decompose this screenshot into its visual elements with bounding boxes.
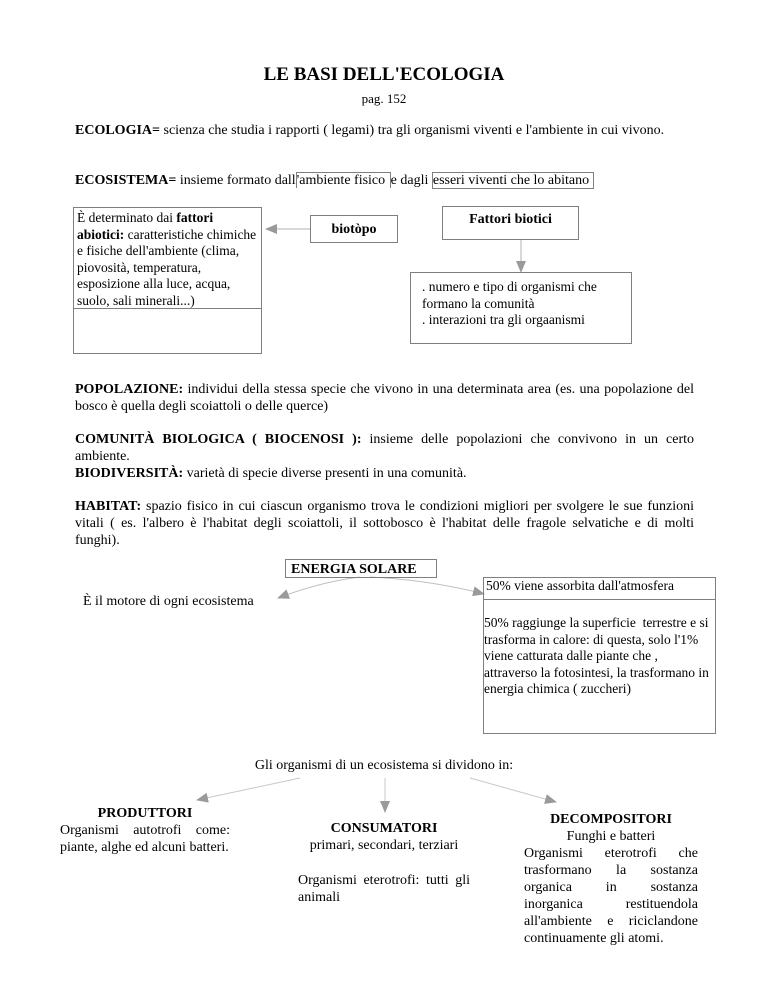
biotic-line-2: formano la comunità xyxy=(422,295,535,311)
energia-superficie-text: 50% raggiunge la superficie terrestre e si trasforma in calore: di questa, solo l'1% viene catturata dalle piante che , attraverso la fotosintesi, la trasformano in energia chimica ( zuccheri) xyxy=(484,615,713,696)
ambiente-fisico-box: 'ambiente fisico xyxy=(296,173,389,188)
energia-assorbita-text: 50% viene assorbita dall'atmosfera xyxy=(486,578,674,593)
organismi-intro: Gli organismi di un ecosistema si dividono in: xyxy=(254,758,514,773)
arrow-energia-to-motore xyxy=(278,577,360,598)
habitat-text: spazio fisico in cui ciascun organismo trova le condizioni migliori per svolgere le sue funzioni vitali ( es. l'albero è l'habitat degli scoiattoli, il sottobosco è l'habitat delle fragole selvatiche e di molti funghi). xyxy=(75,499,694,548)
comunita-definition xyxy=(75,431,694,465)
produttori-title: PRODUTTORI xyxy=(97,806,193,821)
energia-distribution-box xyxy=(483,577,716,734)
ecosistema-definition xyxy=(75,172,694,189)
arrow-to-produttori xyxy=(197,778,300,800)
ecologia-text: scienza che studia i rapporti ( legami) tra gli organismi viventi e l'ambiente in cui vivono. xyxy=(160,123,665,138)
abiotic-text-end: caratteristiche chimiche e fisiche dell'ambiente (clima, piovosità, temperatura, esposizione alla luce, acqua, suolo, sali minerali...) xyxy=(77,226,257,308)
ecologia-definition xyxy=(75,122,694,139)
biotic-line-3: . interazioni tra gli orgaanismi xyxy=(422,312,585,327)
energia-motore-text: È il motore di ogni ecosistema xyxy=(83,594,254,609)
produttori-section xyxy=(60,805,230,856)
ecosistema-text-before: insieme formato dall xyxy=(176,173,296,188)
biodiversita-definition xyxy=(75,465,694,482)
comunita-text: insieme delle popolazioni che convivono in un certo ambiente. xyxy=(75,432,694,464)
page-reference: pag. 152 xyxy=(361,91,407,106)
arrow-energia-to-assorbita xyxy=(370,577,484,594)
esseri-viventi-box: esseri viventi che lo abitano xyxy=(432,172,594,189)
consumatori-text: Organismi eterotrofi: tutti gli animali xyxy=(298,873,470,905)
abiotic-text-start: È determinato dai xyxy=(77,210,177,225)
biodiversita-term: BIODIVERSITÀ: xyxy=(75,466,184,481)
popolazione-text: individui della stessa specie che vivono in una determinata area (es. una popolazione del bosco è quella degli scoiattoli o delle querce) xyxy=(75,382,694,414)
popolazione-term: POPOLAZIONE: xyxy=(75,382,184,397)
biotic-line-1: . numero e tipo di organismi che xyxy=(422,279,597,294)
habitat-definition xyxy=(75,498,694,549)
consumatori-subtitle: primari, secondari, terziari xyxy=(309,838,459,853)
abiotic-factors-box xyxy=(73,207,262,354)
consumatori-title: CONSUMATORI xyxy=(330,821,438,836)
decompositori-section xyxy=(524,811,698,947)
decompositori-text: Organismi eterotrofi che trasformano la sostanza organica in sostanza inorganica restituendola all'ambiente e riciclandone continuamente gli atomi. xyxy=(524,846,698,946)
biotic-factors-box xyxy=(410,272,632,344)
arrow-to-decompositori xyxy=(470,778,556,802)
page-title: LE BASI DELL'ECOLOGIA xyxy=(263,64,505,85)
ecologia-term: ECOLOGIA= xyxy=(75,123,160,138)
biodiversita-text: varietà di specie diverse presenti in una comunità. xyxy=(183,466,467,481)
abiotic-bold-term: fattori abiotici: xyxy=(77,210,214,242)
ecosistema-term: ECOSISTEMA= xyxy=(75,173,177,188)
popolazione-definition xyxy=(75,381,694,415)
consumatori-section xyxy=(298,820,470,906)
comunita-term: COMUNITÀ BIOLOGICA ( BIOCENOSI ): xyxy=(75,432,362,447)
fattori-biotici-label: Fattori biotici xyxy=(442,206,579,240)
energia-solare-label: ENERGIA SOLARE xyxy=(285,559,437,578)
produttori-text: Organismi autotrofi come: piante, alghe ed alcuni batteri. xyxy=(60,823,230,855)
decompositori-title: DECOMPOSITORI xyxy=(550,812,672,827)
abiotic-box-divider xyxy=(73,308,262,309)
energia-box-divider xyxy=(484,599,715,600)
biotopo-label: biotòpo xyxy=(310,215,398,243)
ecosistema-text-middle: e dagli xyxy=(390,173,432,188)
decompositori-subtitle: Funghi e batteri xyxy=(566,829,656,844)
habitat-term: HABITAT: xyxy=(75,499,142,514)
